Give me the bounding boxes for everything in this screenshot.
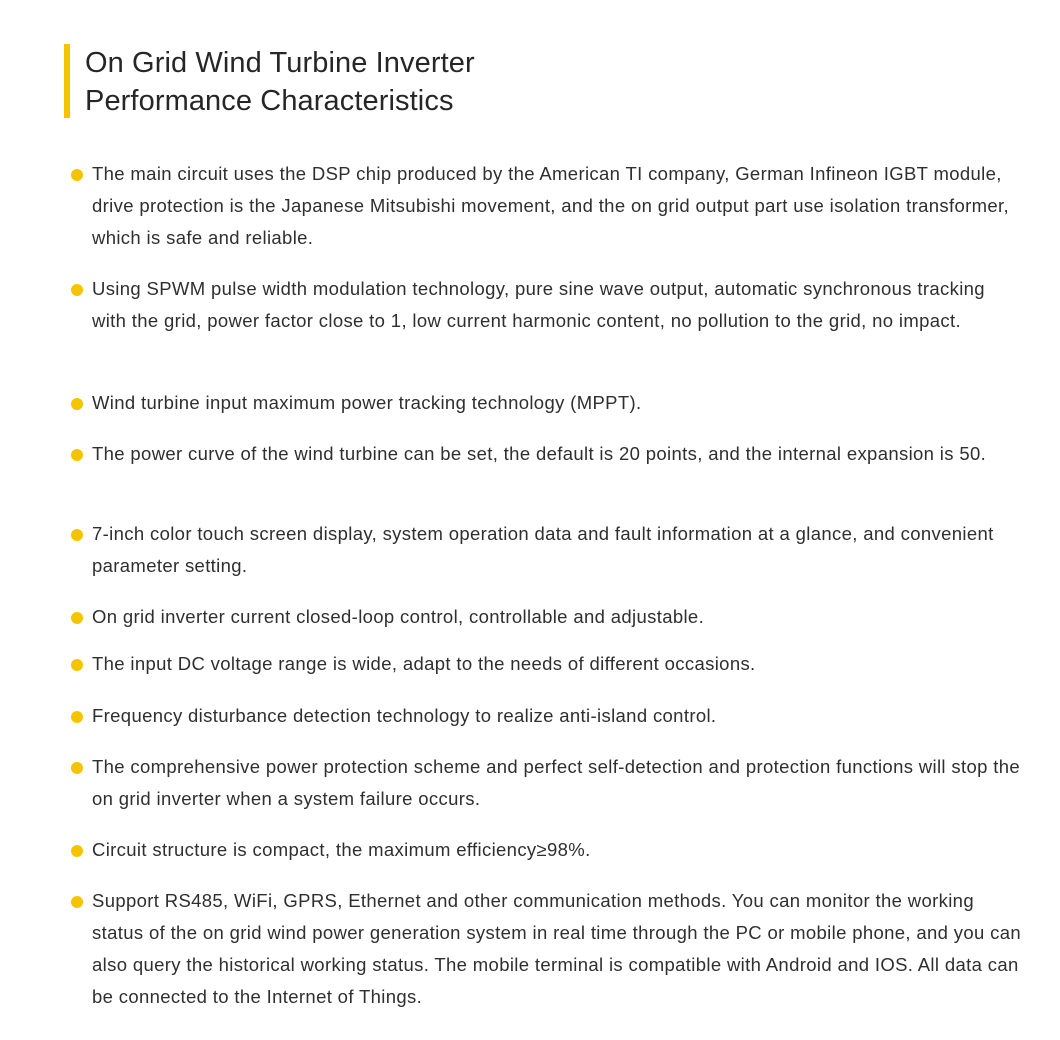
bullet-icon (71, 896, 83, 908)
bullet-icon (71, 169, 83, 181)
feature-text: Wind turbine input maximum power tracking technology (MPPT). (92, 392, 642, 413)
feature-item (92, 518, 1022, 582)
bullet-icon (71, 711, 83, 723)
feature-text: Frequency disturbance detection technology to realize anti-island control. (92, 705, 717, 726)
bullet-icon (71, 449, 83, 461)
feature-item (92, 438, 1022, 470)
bullet-icon (71, 612, 83, 624)
feature-text: On grid inverter current closed-loop control, controllable and adjustable. (92, 606, 705, 627)
feature-item (92, 648, 1022, 680)
feature-item (92, 700, 1022, 732)
bullet-icon (71, 659, 83, 671)
feature-text: The main circuit uses the DSP chip produced by the American TI company, German Infineon IGBT module, drive protection is the Japanese Mitsubishi movement, and the on grid output part use isolation transformer, which is safe and reliable. (92, 163, 1010, 248)
feature-item (92, 751, 1022, 815)
bullet-icon (71, 762, 83, 774)
feature-text: The comprehensive power protection scheme and perfect self-detection and protection functions will stop the on grid inverter when a system failure occurs. (92, 756, 1020, 809)
feature-text: Support RS485, WiFi, GPRS, Ethernet and other communication methods. You can monitor the working status of the on grid wind power generation system in real time through the PC or mobile phone, and you can also query the historical working status. The mobile terminal is compatible with Android and IOS. All data can be connected to the Internet of Things. (92, 890, 1022, 1007)
title-line-2: Performance Characteristics (85, 85, 454, 117)
feature-text: The input DC voltage range is wide, adapt to the needs of different occasions. (92, 653, 756, 674)
feature-item (92, 387, 1022, 419)
feature-item (92, 601, 1022, 633)
title-line-1: On Grid Wind Turbine Inverter (85, 47, 475, 79)
bullet-icon (71, 398, 83, 410)
feature-text: Using SPWM pulse width modulation technology, pure sine wave output, automatic synchronous tracking with the grid, power factor close to 1, low current harmonic content, no pollution to the grid, no impact. (92, 278, 985, 331)
bullet-icon (71, 284, 83, 296)
feature-text: Circuit structure is compact, the maximum efficiency≥98%. (92, 839, 591, 860)
feature-text: 7-inch color touch screen display, system operation data and fault information at a glance, and convenient parameter setting. (92, 523, 994, 576)
feature-item (92, 273, 1022, 337)
feature-item (92, 158, 1022, 254)
feature-item (92, 885, 1022, 1013)
section-title (64, 44, 475, 118)
feature-text: The power curve of the wind turbine can be set, the default is 20 points, and the internal expansion is 50. (92, 443, 987, 464)
bullet-icon (71, 845, 83, 857)
bullet-icon (71, 529, 83, 541)
feature-item (92, 834, 1022, 866)
